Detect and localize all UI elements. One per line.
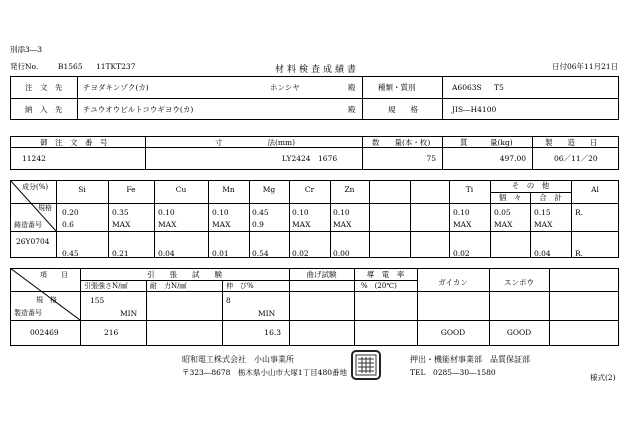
delivery-customer: チユウオウビルトコウギヨウ(カ): [83, 105, 194, 114]
item-label: 項 目: [40, 271, 68, 279]
issue-no-label: 発行No.: [10, 62, 39, 71]
spec-value: JIS―H4100: [452, 105, 497, 114]
mg-value: 0.54: [252, 249, 269, 258]
si-spec-min: 0.20: [62, 208, 79, 217]
bend-test-label: 曲げ試験: [306, 270, 337, 279]
si-spec-max: 0.6: [62, 220, 74, 229]
tensile-min-word: MIN: [120, 309, 138, 318]
mg-spec-max: 0.9: [252, 220, 264, 229]
form-reference: 別添3―3: [10, 45, 43, 54]
cr-spec-max: 0.10: [292, 208, 309, 217]
col-quantity: 数 量(本・枚): [372, 138, 431, 147]
company-name: 昭和電工株式会社 小山事業所: [182, 355, 294, 364]
col-dimension: 寸 法(mm): [215, 138, 296, 147]
appearance-result: GOOD: [440, 328, 466, 337]
mass-value: 497.00: [499, 154, 526, 163]
elongation-spec: 8: [226, 296, 231, 305]
order-customer: チヨダキンゾク(カ): [83, 83, 149, 92]
tensile-strength-label: 引張強さN/㎟: [84, 282, 128, 290]
tensile-spec: 155: [90, 296, 105, 305]
zn-value: 0.00: [333, 249, 350, 258]
col-mass: 質 量(kg): [460, 138, 513, 147]
dimension-value: LY2424 1676: [282, 154, 338, 163]
order-honorific: 殿: [348, 83, 356, 92]
chem-spec-label: 規格: [38, 204, 52, 212]
element-ti: Ti: [465, 185, 474, 194]
fe-spec-max: 0.35: [112, 208, 129, 217]
ti-value: 0.02: [453, 249, 470, 258]
spec-label: 規 格: [388, 105, 418, 114]
conductivity-label: 導 電 率: [366, 270, 405, 279]
total-max-word: MAX: [534, 220, 553, 229]
type-label: 種類・質別: [378, 83, 416, 92]
each-spec-max: 0.05: [494, 208, 511, 217]
elongation-min-word: MIN: [258, 309, 276, 318]
col-order-no: 御 注 文 番 号: [40, 138, 108, 147]
mg-spec-min: 0.45: [252, 208, 269, 217]
others-each-label: 個 々: [498, 193, 522, 202]
mfg-lot-no: 002469: [30, 328, 59, 337]
total-spec-max: 0.15: [534, 208, 551, 217]
fe-value: 0.21: [112, 249, 129, 258]
zn-max-word: MAX: [333, 220, 352, 229]
si-value: 0.45: [62, 249, 79, 258]
zn-spec-max: 0.10: [333, 208, 350, 217]
chem-lot-label: 鋳造番号: [14, 221, 42, 229]
each-max-word: MAX: [494, 220, 513, 229]
element-mg: Mg: [262, 185, 276, 194]
mn-spec-max: 0.10: [212, 208, 229, 217]
element-al: Al: [591, 185, 599, 194]
cr-max-word: MAX: [292, 220, 311, 229]
element-mn: Mn: [222, 185, 235, 194]
issue-no: B1565: [58, 62, 83, 71]
mech-spec-label: 規 格: [36, 296, 57, 304]
cu-value: 0.04: [158, 249, 175, 258]
component-label: 成分(%): [22, 183, 49, 191]
fe-max-word: MAX: [112, 220, 131, 229]
mn-value: 0.01: [212, 249, 229, 258]
alloy-type: A6063S: [452, 83, 482, 92]
ti-max-word: MAX: [453, 220, 472, 229]
company-address: 〒323―8678 栃木県小山市大塚1丁目480番地: [182, 368, 347, 377]
element-fe: Fe: [126, 185, 136, 194]
alloy-temper: T5: [494, 83, 504, 92]
department: 押出・機能材事業部 品質保証部: [410, 355, 530, 364]
dimension-result: GOOD: [506, 328, 532, 337]
document-title: 材料検査成績書: [275, 65, 360, 75]
mn-max-word: MAX: [212, 220, 231, 229]
yield-strength-label: 耐 力N/㎟: [150, 282, 187, 290]
order-label: 注 文 先: [25, 83, 63, 92]
others-total-label: 合 計: [539, 193, 562, 202]
order-branch: ホンシヤ: [270, 83, 300, 92]
issue-date: 日付06年11月21日: [552, 62, 619, 71]
form-number: 様式(2): [590, 373, 616, 382]
tensile-value: 216: [104, 328, 119, 337]
cr-value: 0.02: [292, 249, 309, 258]
conductivity-unit: % (20℃): [361, 282, 397, 290]
mech-lot-label: 製造番号: [14, 309, 42, 317]
al-value: R.: [575, 249, 584, 258]
reference-code: 11TKT237: [96, 62, 136, 71]
element-cr: Cr: [304, 185, 315, 194]
telephone: TEL 0285―30―1580: [410, 368, 496, 377]
col-mfg-date: 製 造 日: [545, 138, 598, 147]
casting-lot-no: 26Y0704: [16, 237, 50, 246]
order-number: 11242: [22, 154, 46, 163]
delivery-honorific: 殿: [348, 105, 356, 114]
appearance-label: ガイカン: [438, 278, 468, 287]
ti-spec-max: 0.10: [453, 208, 470, 217]
tensile-test-label: 引 張 試 験: [147, 270, 222, 279]
cu-max-word: MAX: [158, 220, 177, 229]
element-cu: Cu: [175, 185, 187, 194]
total-value: 0.04: [534, 249, 551, 258]
dimension-check-label: スンポウ: [504, 278, 534, 287]
elongation-label: 伸 び%: [226, 282, 254, 290]
mfg-date-value: 06／11／20: [554, 154, 598, 163]
elongation-value: 16.3: [264, 328, 281, 337]
al-spec: R.: [575, 208, 584, 217]
element-zn: Zn: [344, 185, 355, 194]
company-seal-stamp: [350, 349, 382, 381]
others-label: そ の 他: [511, 181, 550, 190]
cu-spec-max: 0.10: [158, 208, 175, 217]
element-si: Si: [78, 185, 86, 194]
quantity-value: 75: [426, 154, 436, 163]
delivery-label: 納 入 先: [25, 105, 63, 114]
